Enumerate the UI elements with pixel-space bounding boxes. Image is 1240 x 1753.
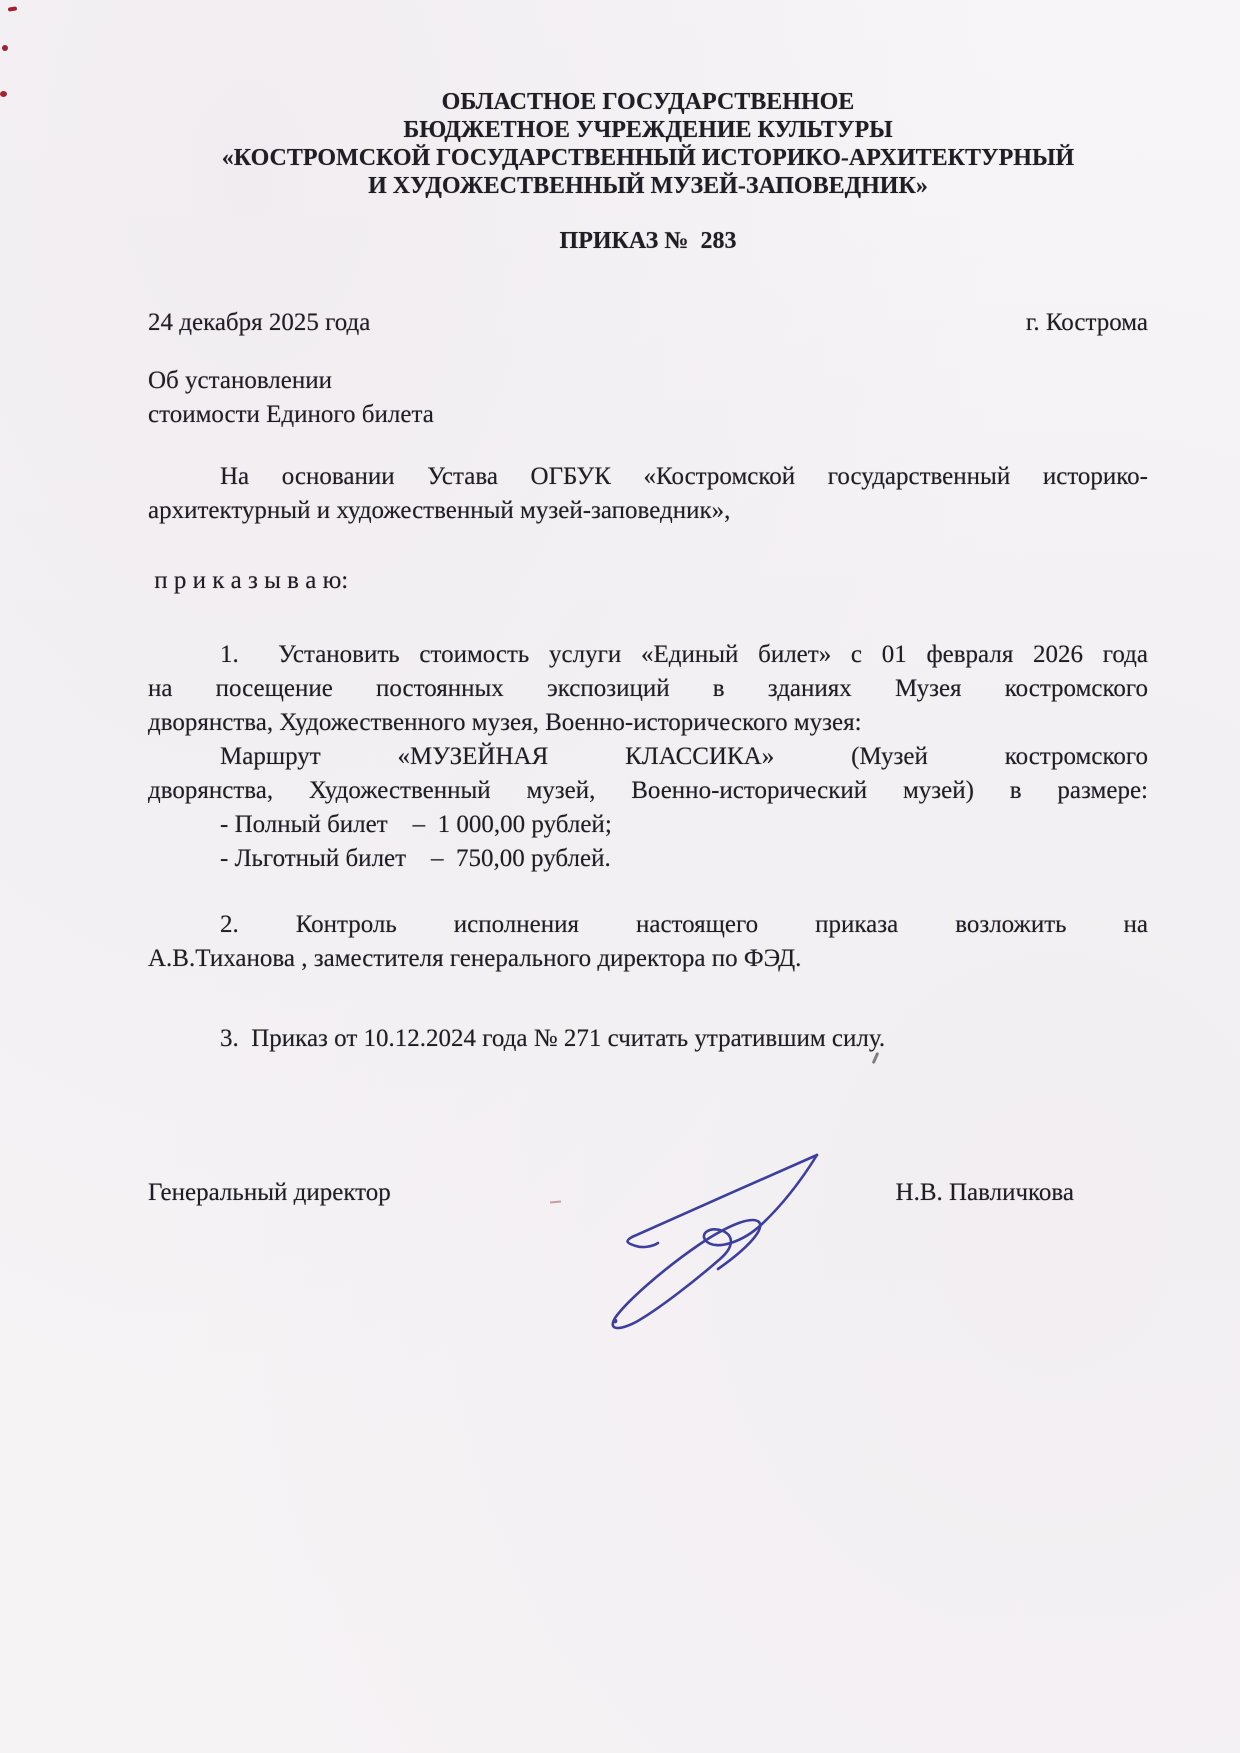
scan-artifact xyxy=(2,45,8,51)
document-content xyxy=(148,0,1148,1210)
org-header-line: БЮДЖЕТНОЕ УЧРЕЖДЕНИЕ КУЛЬТУРЫ xyxy=(403,117,893,143)
signature-name: Н.В. Павличкова xyxy=(895,1179,1074,1206)
org-header-line: И ХУДОЖЕСТВЕННЫЙ МУЗЕЙ-ЗАПОВЕДНИК» xyxy=(368,173,928,199)
paragraph-line: дворянства, Художественного музея, Военно-исторического музея: xyxy=(148,709,862,736)
scan-artifact xyxy=(8,6,17,11)
paragraph-line: на посещение постоянных экспозиций в зданиях Музея костромского xyxy=(148,675,1148,702)
order-item-1 xyxy=(148,638,1148,876)
paragraph-line: дворянства, Художественный музей, Военно-исторический музей) в размере: xyxy=(148,777,1148,804)
org-header xyxy=(148,0,1148,200)
signature-title: Генеральный директор xyxy=(148,1179,391,1206)
order-city: г. Кострома xyxy=(1025,309,1148,336)
org-header-line: ОБЛАСТНОЕ ГОСУДАРСТВЕННОЕ xyxy=(441,89,855,115)
order-date: 24 декабря 2025 года xyxy=(148,309,371,336)
org-header-line: «КОСТРОМСКОЙ ГОСУДАРСТВЕННЫЙ ИСТОРИКО-АРХИТЕКТУРНЫЙ xyxy=(221,145,1075,171)
subject-line: Об установлении xyxy=(148,367,333,394)
paragraph-line: архитектурный и художественный музей-заповедник», xyxy=(148,497,731,524)
signature-ink-dot xyxy=(613,1319,618,1324)
paragraph-line: 3. Приказ от 10.12.2024 года № 271 считать утратившим силу. xyxy=(220,1025,886,1052)
order-number-title: ПРИКАЗ № 283 xyxy=(559,228,737,254)
scan-artifact xyxy=(0,91,7,97)
price-line-reduced-ticket: - Льготный билет – 750,00 рублей. xyxy=(220,845,611,872)
order-meta-row xyxy=(148,306,1148,340)
resolve-word: п р и к а з ы в а ю: xyxy=(148,567,349,594)
intro-paragraph xyxy=(148,460,1148,528)
paragraph-line: На основании Устава ОГБУК «Костромской государственный историко- xyxy=(220,463,1148,490)
paragraph-line: 2. Контроль исполнения настоящего приказа возложить на xyxy=(220,911,1148,938)
paragraph-line: А.В.Тиханова , заместителя генерального директора по ФЭД. xyxy=(148,945,802,972)
paragraph-line: Маршрут «МУЗЕЙНАЯ КЛАССИКА» (Музей костромского xyxy=(220,743,1148,770)
order-subject xyxy=(148,364,1148,432)
order-item-2 xyxy=(148,908,1148,976)
subject-line: стоимости Единого билета xyxy=(148,401,434,428)
price-line-full-ticket: - Полный билет – 1 000,00 рублей; xyxy=(220,811,612,838)
signature-row xyxy=(148,1176,1148,1210)
order-item-3 xyxy=(148,1022,1148,1056)
paragraph-line: 1. Установить стоимость услуги «Единый билет» с 01 февраля 2026 года xyxy=(220,641,1148,668)
